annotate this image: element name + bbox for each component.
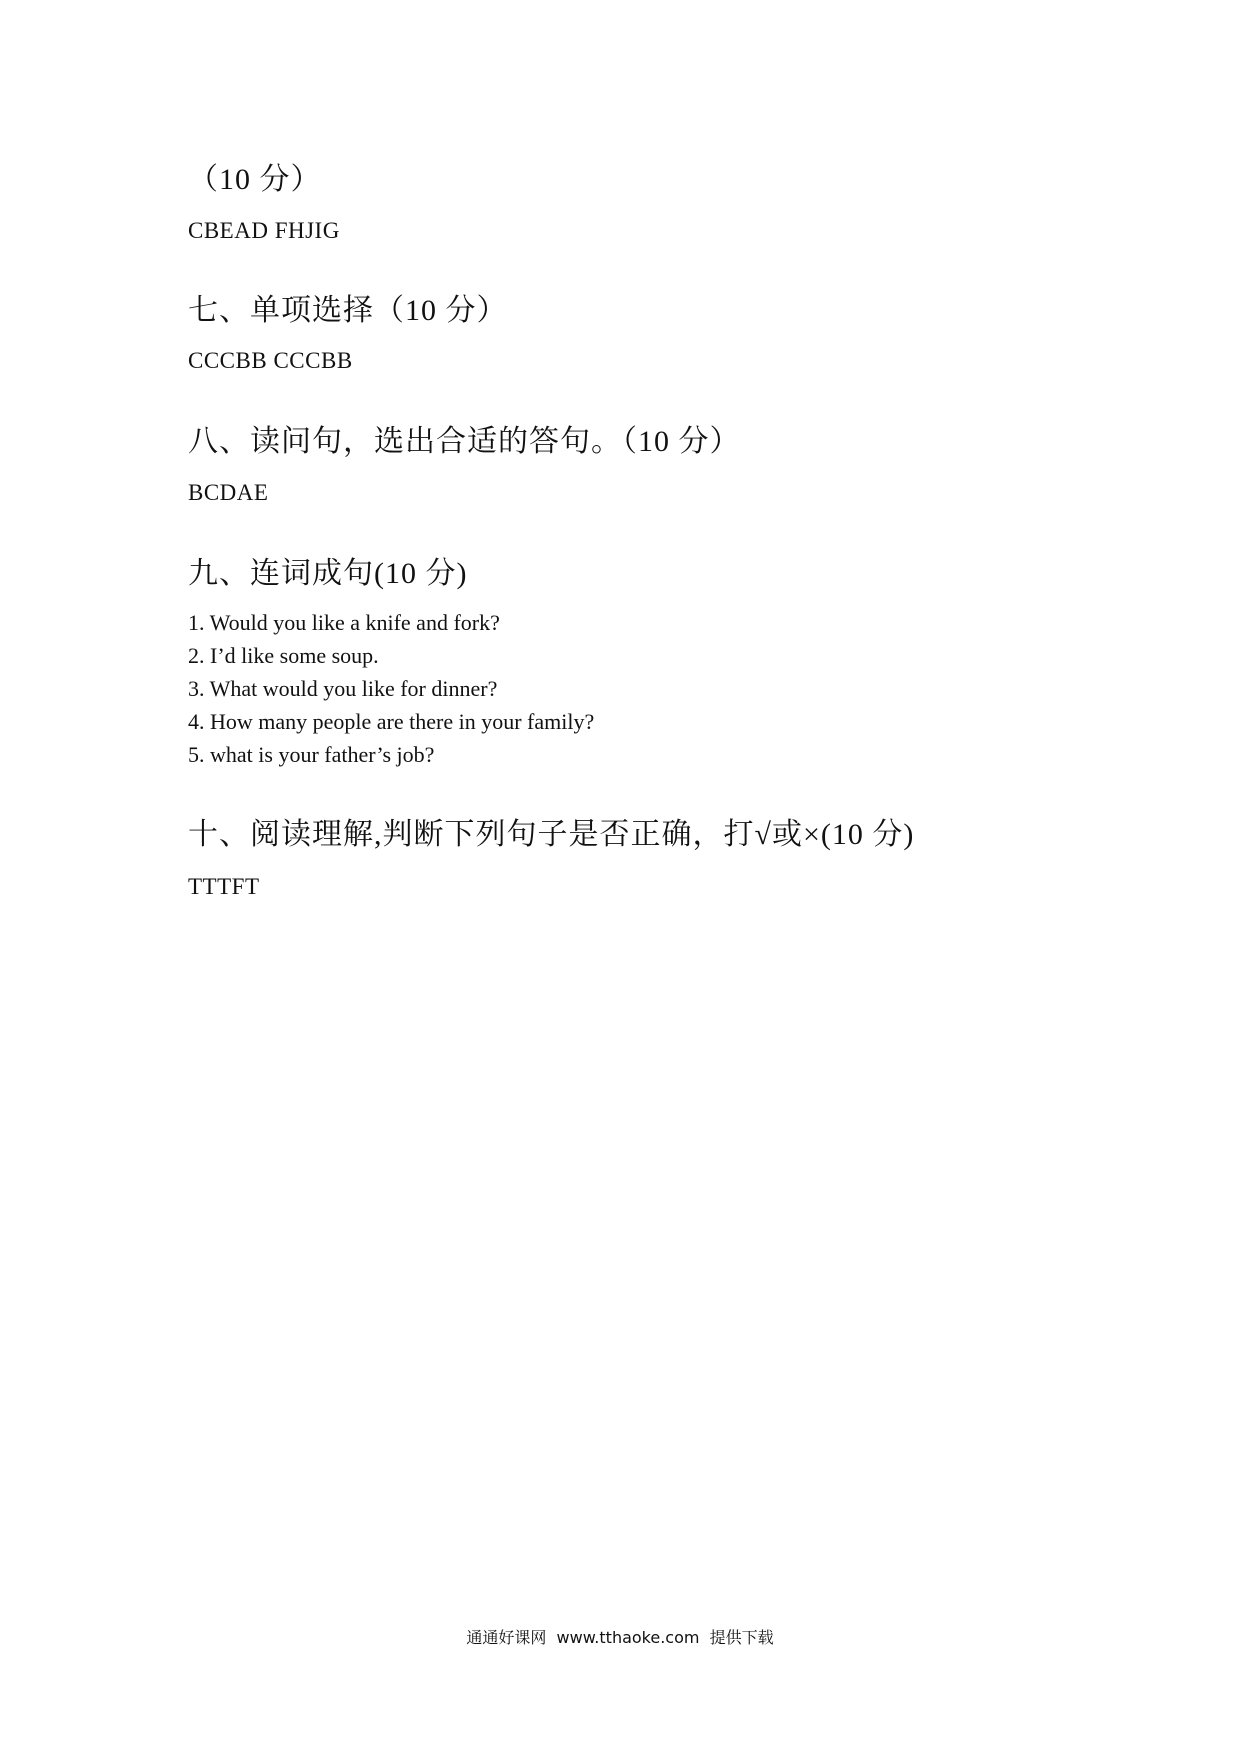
section-7-heading: 七、单项选择（10 分） — [188, 294, 508, 327]
sentence-item: 4. How many people are there in your family? — [188, 709, 595, 734]
page-footer: 通通好课网 www.tthaoke.com 提供下载 — [466, 1628, 774, 1647]
sentence-item: 5. what is your father’s job? — [188, 742, 435, 767]
section-10-heading: 十、阅读理解,判断下列句子是否正确，打√或×(10 分) — [188, 818, 915, 851]
section-6-answer: CBEAD FHJIG — [188, 218, 340, 243]
sentence-list — [188, 606, 594, 771]
sentence-item: 1. Would you like a knife and fork? — [188, 610, 500, 635]
section-8-answer: BCDAE — [188, 480, 269, 505]
section-6-heading: （10 分） — [188, 163, 322, 196]
section-7-answer: CCCBB CCCBB — [188, 348, 353, 373]
sentence-item: 2. I’d like some soup. — [188, 643, 379, 668]
section-9-heading: 九、连词成句(10 分) — [188, 557, 468, 590]
section-10-answer: TTTFT — [188, 874, 260, 899]
sentence-item: 3. What would you like for dinner? — [188, 676, 498, 701]
section-8-heading: 八、读问句，选出合适的答句。（10 分） — [188, 425, 741, 458]
